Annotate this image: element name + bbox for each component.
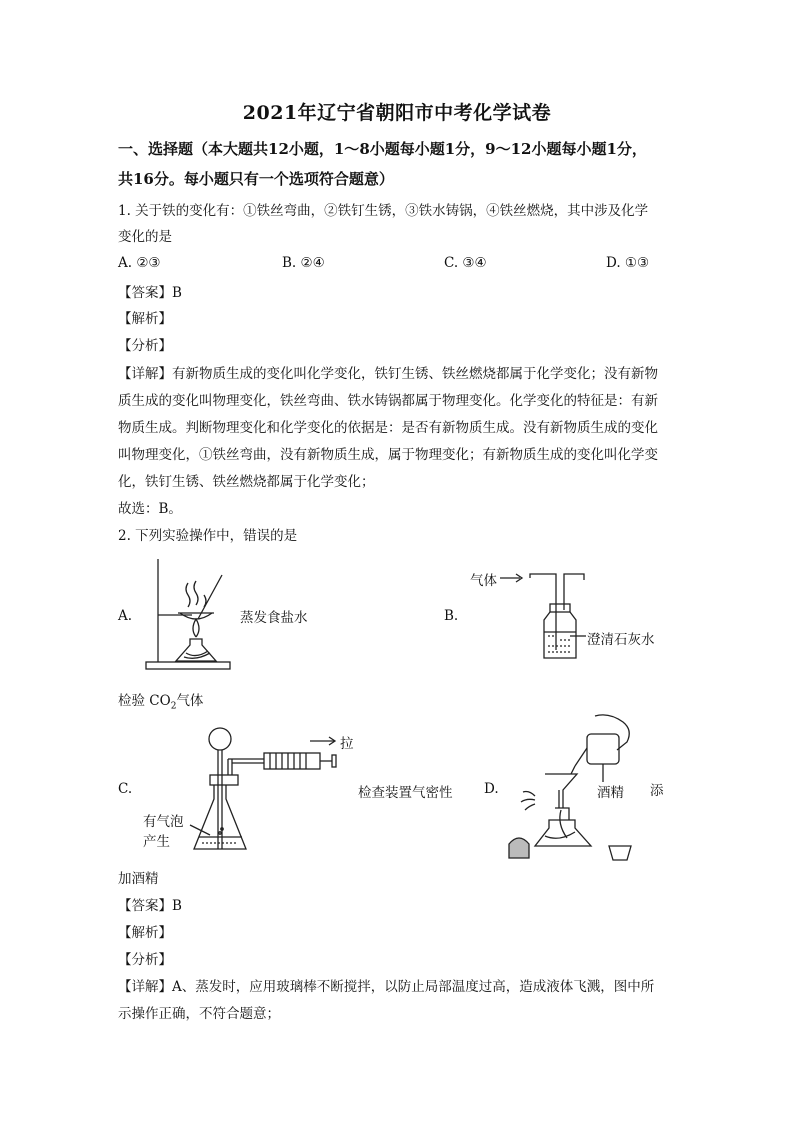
q2-option-b-gas-label: 气体 <box>470 573 497 589</box>
q1-stem-line-1: 1. 关于铁的变化有：①铁丝弯曲，②铁钉生锈，③铁水铸锅，④铁丝燃烧，其中涉及化学 <box>118 203 649 219</box>
q2-detail-line-2: 示操作正确，不符合题意； <box>118 1006 280 1022</box>
q2-option-c-caption: 检查装置气密性 <box>358 785 453 801</box>
q2-option-b-caption: 检验 $CO_2$气体 <box>118 693 204 712</box>
q1-detail-line-2: 质生成的变化叫物理变化，铁丝弯曲、铁水铸锅都属于物理变化。化学变化的特征是：有新 <box>118 393 658 409</box>
q2-option-c-bubbles-line-1: 有气泡 <box>143 814 184 830</box>
adding-alcohol-figure <box>505 712 645 862</box>
q1-detail-line-4: 叫物理变化，①铁丝弯曲，没有新物质生成，属于物理变化；有新物质生成的变化叫化学变 <box>118 447 658 463</box>
q1-answer: 【答案】B <box>118 285 182 301</box>
q1-detail-line-3: 物质生成。判断物理变化和化学变化的依据是：是否有新物质生成。没有新物质生成的变化 <box>118 420 658 436</box>
q1-conclusion: 故选：B。 <box>118 501 182 517</box>
q1-stem-line-2: 变化的是 <box>118 229 172 245</box>
q2-option-c-letter: C. <box>118 781 133 797</box>
gas-washing-bottle-figure <box>500 570 630 665</box>
q1-option-b: B. ②④ <box>282 255 325 271</box>
q2-option-a-letter: A. <box>118 608 133 624</box>
q2-option-c-bubbles-line-2: 产生 <box>143 834 170 850</box>
q2-fenxi-label: 【分析】 <box>118 952 172 968</box>
q2-option-a-caption: 蒸发食盐水 <box>240 610 308 626</box>
q2-option-d-caption-continuation: 加酒精 <box>118 871 159 887</box>
q2-option-d-alcohol-label: 酒精 <box>597 785 624 801</box>
q1-analysis-label: 【解析】 <box>118 311 172 327</box>
q1-option-d: D. ①③ <box>606 255 650 271</box>
q1-detail-line-1: 【详解】有新物质生成的变化叫化学变化，铁钉生锈、铁丝燃烧都属于化学变化；没有新物 <box>118 366 658 382</box>
q2-option-d-add-label: 添 <box>650 783 664 799</box>
evaporation-apparatus-figure <box>140 555 240 673</box>
page-title: 2021年辽宁省朝阳市中考化学试卷 <box>242 102 552 124</box>
q2-option-b-letter: B. <box>444 608 459 624</box>
q2-answer: 【答案】B <box>118 898 182 914</box>
q2-option-b-liquid-label: 澄清石灰水 <box>587 632 655 648</box>
q2-option-c-pull-label: 拉 <box>340 736 354 752</box>
q1-fenxi-label: 【分析】 <box>118 338 172 354</box>
q2-analysis-label: 【解析】 <box>118 925 172 941</box>
airtightness-check-figure <box>190 725 350 855</box>
q2-stem: 2. 下列实验操作中，错误的是 <box>118 528 298 544</box>
q1-detail-line-5: 化，铁钉生锈、铁丝燃烧都属于化学变化； <box>118 474 375 490</box>
q2-detail-line-1: 【详解】A、蒸发时，应用玻璃棒不断搅拌，以防止局部温度过高，造成液体飞溅，图中所 <box>118 979 655 995</box>
section-heading-line-1: 一、选择题（本大题共12小题，1～8小题每小题1分，9～12小题每小题1分， <box>118 140 647 158</box>
q1-option-c: C. ③④ <box>444 255 487 271</box>
q1-option-a: A. ②③ <box>118 255 161 271</box>
q2-option-d-letter: D. <box>484 781 499 797</box>
section-heading-line-2: 共16分。每小题只有一个选项符合题意） <box>118 170 394 188</box>
